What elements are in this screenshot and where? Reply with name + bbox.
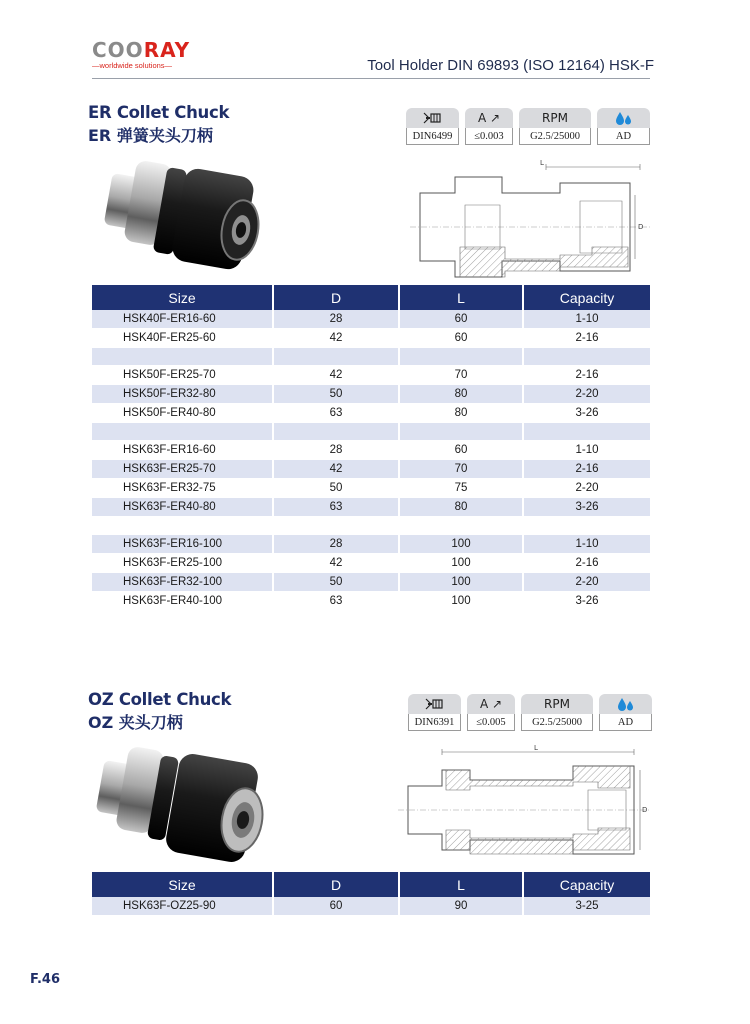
er-spec-boxes (406, 108, 650, 145)
oz-spec-rpm-value: G2.5/25000 (521, 714, 593, 731)
er-collet-chuck-photo (100, 150, 270, 280)
oz-spec-coolant (599, 694, 652, 731)
oz-spec-runout (467, 694, 515, 731)
clamping-icon (408, 694, 461, 714)
oz-spec-coolant-value: AD (599, 714, 652, 731)
capacity-cell: 1-10 (524, 310, 650, 329)
oz-spec-rpm (521, 694, 593, 731)
col-header-l: L (400, 285, 522, 310)
l-cell: 60 (400, 441, 522, 460)
d-cell: 42 (274, 366, 398, 385)
header-divider (92, 78, 650, 79)
table-row (92, 460, 650, 479)
d-cell: 50 (274, 479, 398, 498)
er-drawing-length-label: L (540, 159, 544, 167)
size-cell: HSK63F-ER32-75 (92, 479, 272, 498)
brand-tagline: —worldwide solutions— (92, 61, 173, 70)
table-cell-empty (92, 517, 272, 535)
d-cell: 28 (274, 535, 398, 554)
d-cell: 50 (274, 385, 398, 404)
oz-table-header (92, 872, 650, 897)
oz-spec-clamping (408, 694, 461, 731)
er-table-header (92, 285, 650, 310)
table-row (92, 479, 650, 498)
col-header-capacity: Capacity (524, 872, 650, 897)
size-cell: HSK50F-ER32-80 (92, 385, 272, 404)
table-row (92, 404, 650, 423)
capacity-cell: 3-26 (524, 498, 650, 517)
size-cell: HSK63F-ER25-70 (92, 460, 272, 479)
size-cell: HSK40F-ER16-60 (92, 310, 272, 329)
l-cell: 80 (400, 404, 522, 423)
page-header-title: Tool Holder DIN 69893 (ISO 12164) HSK-F (367, 57, 654, 74)
d-cell: 28 (274, 310, 398, 329)
l-cell: 60 (400, 329, 522, 348)
table-row (92, 385, 650, 404)
table-cell-empty (524, 348, 650, 366)
oz-collet-chuck-photo (92, 740, 272, 875)
size-cell: HSK63F-ER16-60 (92, 441, 272, 460)
d-cell: 63 (274, 404, 398, 423)
er-technical-drawing (410, 155, 650, 285)
l-cell: 100 (400, 573, 522, 592)
d-cell: 42 (274, 460, 398, 479)
d-cell: 28 (274, 441, 398, 460)
er-spec-runout (465, 108, 513, 145)
d-cell: 42 (274, 554, 398, 573)
rpm-icon: RPM (521, 694, 593, 714)
clamping-icon (406, 108, 459, 128)
table-row (92, 573, 650, 592)
er-spec-rpm (519, 108, 591, 145)
oz-drawing-length-label: L (534, 744, 538, 752)
size-cell: HSK63F-ER32-100 (92, 573, 272, 592)
er-spec-coolant-value: AD (597, 128, 650, 145)
capacity-cell: 3-25 (524, 897, 650, 916)
table-row (92, 897, 650, 916)
runout-icon: A ↗ (465, 108, 513, 128)
capacity-cell: 2-20 (524, 385, 650, 404)
capacity-cell: 2-16 (524, 366, 650, 385)
capacity-cell: 2-16 (524, 554, 650, 573)
table-cell-empty (274, 423, 398, 441)
er-spec-table (90, 285, 652, 611)
l-cell: 80 (400, 498, 522, 517)
col-header-d: D (274, 872, 398, 897)
capacity-cell: 2-20 (524, 479, 650, 498)
table-spacer-row (92, 348, 650, 366)
l-cell: 100 (400, 592, 522, 611)
d-cell: 63 (274, 498, 398, 517)
table-row (92, 441, 650, 460)
l-cell: 80 (400, 385, 522, 404)
table-cell-empty (92, 423, 272, 441)
l-cell: 75 (400, 479, 522, 498)
col-header-capacity: Capacity (524, 285, 650, 310)
size-cell: HSK63F-ER40-100 (92, 592, 272, 611)
oz-spec-boxes (408, 694, 652, 731)
table-cell-empty (400, 348, 522, 366)
oz-spec-runout-value: ≤0.005 (467, 714, 515, 731)
er-spec-rpm-value: G2.5/25000 (519, 128, 591, 145)
table-spacer-row (92, 517, 650, 535)
oz-section-title (88, 689, 231, 735)
d-cell: 42 (274, 329, 398, 348)
size-cell: HSK50F-ER25-70 (92, 366, 272, 385)
capacity-cell: 1-10 (524, 535, 650, 554)
table-row (92, 592, 650, 611)
er-spec-clamping (406, 108, 459, 145)
l-cell: 100 (400, 535, 522, 554)
capacity-cell: 2-20 (524, 573, 650, 592)
size-cell: HSK40F-ER25-60 (92, 329, 272, 348)
d-cell: 50 (274, 573, 398, 592)
size-cell: HSK50F-ER40-80 (92, 404, 272, 423)
l-cell: 90 (400, 897, 522, 916)
table-cell-empty (274, 517, 398, 535)
l-cell: 100 (400, 554, 522, 573)
er-spec-coolant (597, 108, 650, 145)
l-cell: 70 (400, 366, 522, 385)
table-row (92, 498, 650, 517)
col-header-size: Size (92, 285, 272, 310)
page-number: F.46 (30, 972, 60, 987)
capacity-cell: 3-26 (524, 404, 650, 423)
d-cell: 63 (274, 592, 398, 611)
table-cell-empty (400, 517, 522, 535)
brand-name (92, 40, 202, 60)
size-cell: HSK63F-ER25-100 (92, 554, 272, 573)
rpm-icon: RPM (519, 108, 591, 128)
er-drawing-diameter-label: D (638, 223, 644, 231)
coolant-drop-icon (597, 108, 650, 128)
d-cell: 60 (274, 897, 398, 916)
er-section-title (88, 102, 229, 148)
oz-spec-clamping-value: DIN6391 (408, 714, 461, 731)
table-row (92, 535, 650, 554)
col-header-l: L (400, 872, 522, 897)
oz-spec-table (90, 872, 652, 916)
capacity-cell: 2-16 (524, 329, 650, 348)
brand-wordmark: COORAY (92, 38, 191, 62)
er-spec-clamping-value: DIN6499 (406, 128, 459, 145)
table-cell-empty (400, 423, 522, 441)
table-cell-empty (274, 348, 398, 366)
oz-title-cn: OZ 夹头刀柄 (88, 713, 183, 732)
col-header-d: D (274, 285, 398, 310)
oz-drawing-diameter-label: D (642, 806, 648, 814)
l-cell: 70 (400, 460, 522, 479)
table-row (92, 329, 650, 348)
oz-technical-drawing (398, 742, 650, 867)
size-cell: HSK63F-ER16-100 (92, 535, 272, 554)
coolant-drop-icon (599, 694, 652, 714)
capacity-cell: 3-26 (524, 592, 650, 611)
table-row (92, 310, 650, 329)
oz-title-en: OZ Collet Chuck (88, 690, 232, 709)
table-cell-empty (524, 423, 650, 441)
runout-icon: A ↗ (467, 694, 515, 714)
table-row (92, 554, 650, 573)
table-cell-empty (92, 348, 272, 366)
capacity-cell: 2-16 (524, 460, 650, 479)
er-spec-runout-value: ≤0.003 (465, 128, 513, 145)
size-cell: HSK63F-ER40-80 (92, 498, 272, 517)
table-spacer-row (92, 423, 650, 441)
er-title-en: ER Collet Chuck (88, 103, 230, 122)
table-cell-empty (524, 517, 650, 535)
table-row (92, 366, 650, 385)
l-cell: 60 (400, 310, 522, 329)
er-title-cn: ER 弹簧夹头刀柄 (88, 126, 213, 145)
brand-logo (92, 40, 202, 70)
col-header-size: Size (92, 872, 272, 897)
size-cell: HSK63F-OZ25-90 (92, 897, 272, 916)
capacity-cell: 1-10 (524, 441, 650, 460)
